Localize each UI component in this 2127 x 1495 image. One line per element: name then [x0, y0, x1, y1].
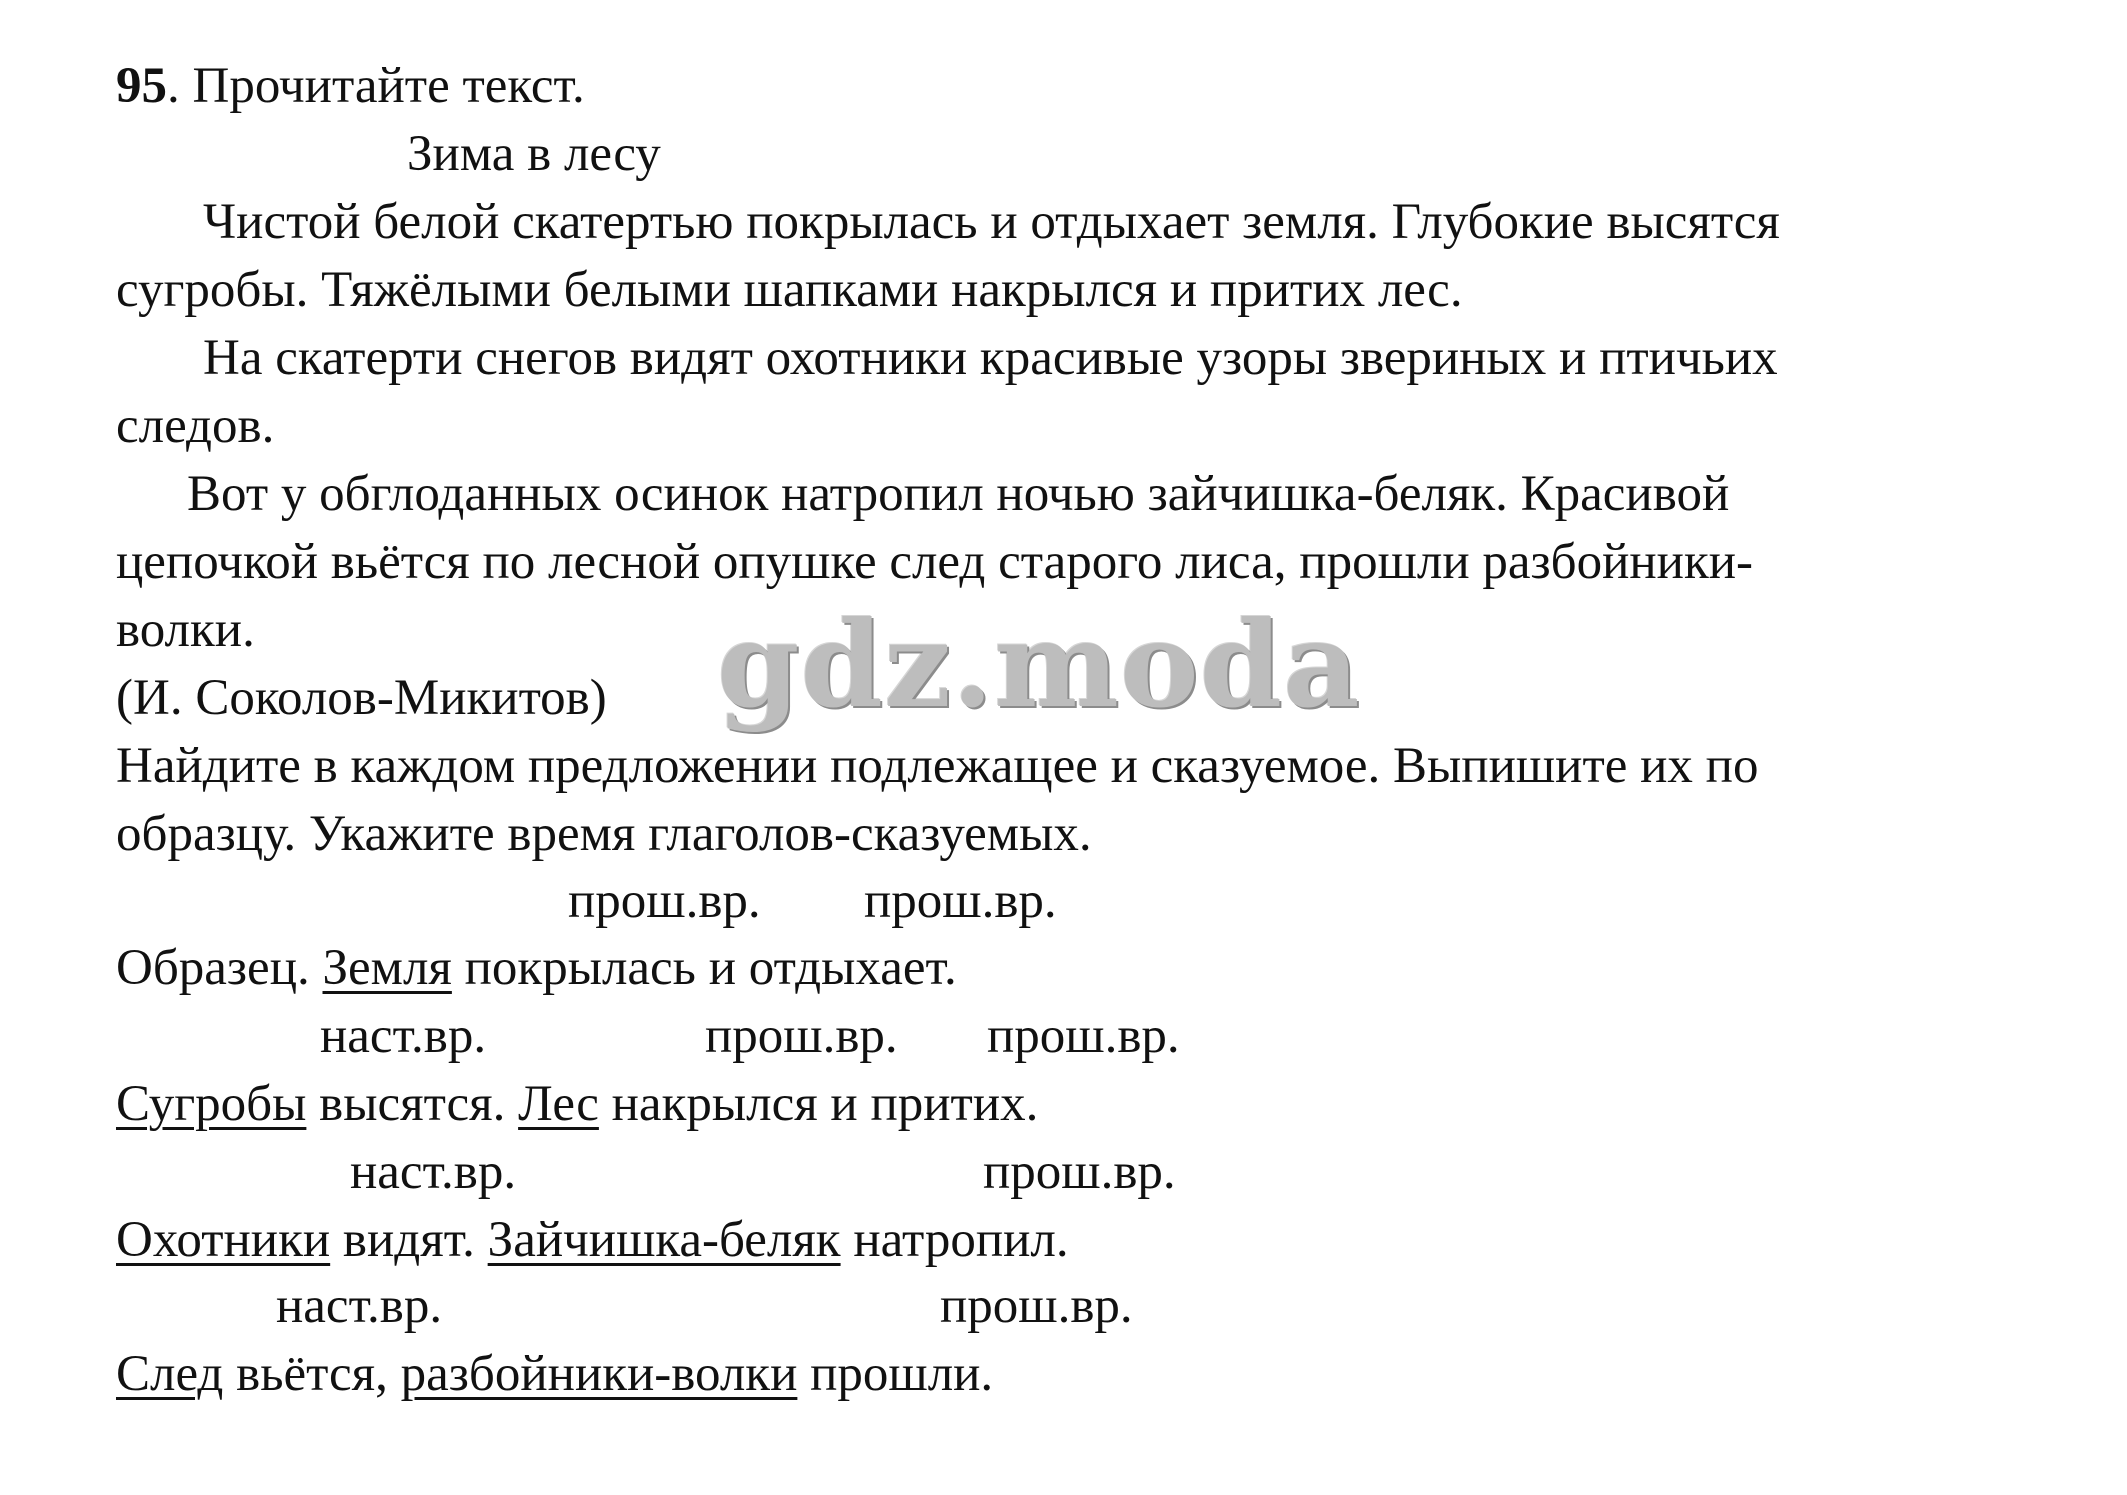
sample-line [116, 934, 957, 1002]
watermark-logo: gdz.moda [717, 595, 1361, 734]
answer-predicate: натропил. [840, 1212, 1069, 1268]
sample-predicate: покрылась и отдыхает. [451, 940, 957, 996]
tense-label: прош.вр. [864, 873, 1057, 929]
tense-label: прош.вр. [568, 873, 761, 929]
tense-label: прош.вр. [983, 1144, 1176, 1200]
answer-line [116, 1070, 1038, 1138]
sample-label: Образец. [116, 940, 310, 996]
exercise-number: 95 [116, 58, 167, 114]
story-line: Вот у обглоданных осинок натропил ночью зайчишка-беляк. Красивой [187, 466, 1730, 522]
answer-subject: Сугробы [116, 1076, 307, 1132]
answer-subject: Охотники [116, 1212, 331, 1268]
exercise-header [116, 52, 585, 120]
tense-label: наст.вр. [320, 1008, 487, 1064]
answer-predicate: высятся. [306, 1076, 519, 1132]
answer-subject: След [116, 1346, 224, 1402]
tense-label: наст.вр. [350, 1144, 517, 1200]
story-line: следов. [116, 398, 275, 454]
story-line: На скатерти снегов видят охотники красивые узоры звериных и птичьих [203, 330, 1778, 386]
story-line: Чистой белой скатертью покрылась и отдыхает земля. Глубокие высятся [203, 194, 1780, 250]
story-title: Зима в лесу [407, 126, 661, 182]
tense-label: прош.вр. [940, 1278, 1133, 1334]
story-line: цепочкой вьётся по лесной опушке след старого лиса, прошли разбойники- [116, 534, 1754, 590]
answer-subject: Лес [518, 1076, 599, 1132]
answer-line [116, 1340, 993, 1408]
answer-subject: Зайчишка-беляк [487, 1212, 841, 1268]
tense-label: прош.вр. [705, 1008, 898, 1064]
sample-subject: Земля [322, 940, 452, 996]
answer-line [116, 1206, 1069, 1274]
story-author: (И. Соколов-Микитов) [116, 670, 607, 726]
story-line: волки. [116, 602, 255, 658]
answer-predicate: накрылся и притих. [598, 1076, 1039, 1132]
task-line: Найдите в каждом предложении подлежащее и сказуемое. Выпишите их по [116, 738, 1759, 794]
exercise-instruction: . Прочитайте текст. [167, 58, 585, 114]
answer-subject: разбойники-волки [400, 1346, 798, 1402]
task-line: образцу. Укажите время глаголов-сказуемых. [116, 806, 1092, 862]
answer-predicate: видят. [330, 1212, 488, 1268]
tense-label: наст.вр. [276, 1278, 443, 1334]
answer-predicate: вьётся, [223, 1346, 401, 1402]
story-line: сугробы. Тяжёлыми белыми шапками накрылся и притих лес. [116, 262, 1463, 318]
tense-label: прош.вр. [987, 1008, 1180, 1064]
answer-predicate: прошли. [797, 1346, 994, 1402]
